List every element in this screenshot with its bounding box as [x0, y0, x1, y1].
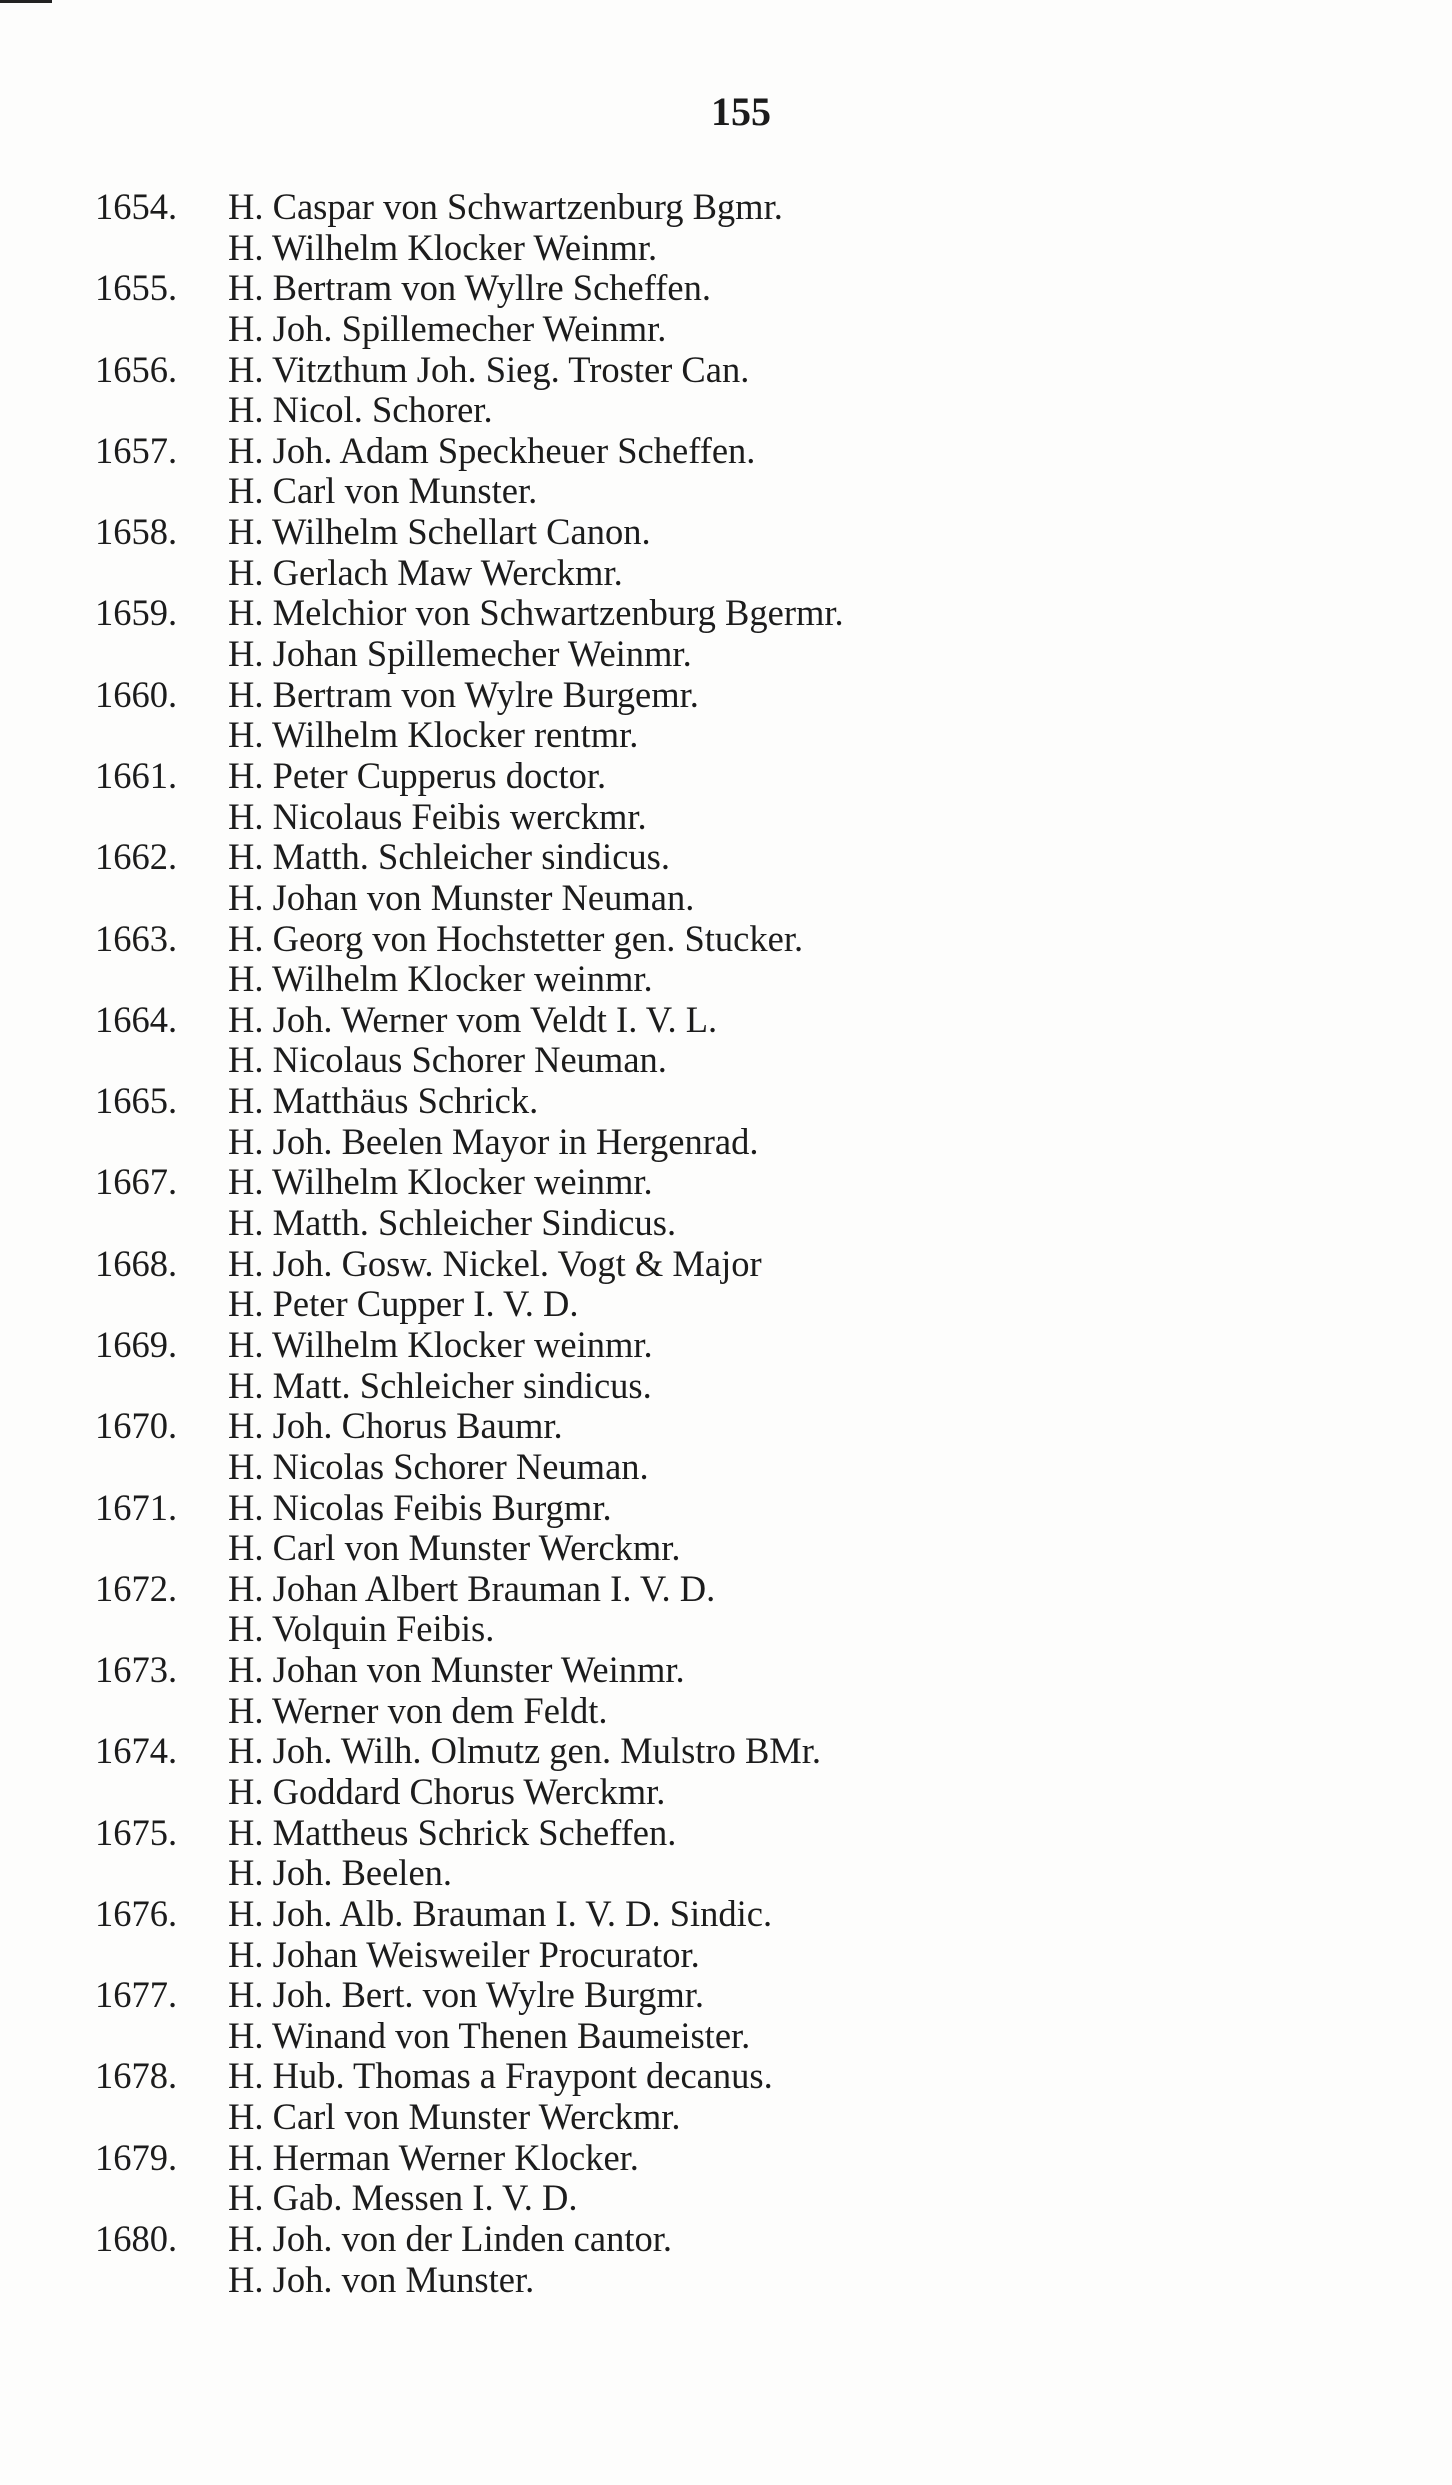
- entry-line: [95, 268, 1195, 309]
- entry-name: H. Carl von Munster Werckmr.: [228, 1527, 681, 1569]
- year-spacer: [95, 1447, 228, 1488]
- entry-list: [95, 187, 1195, 2300]
- entry-name: H. Winand von Thenen Baumeister.: [228, 2014, 751, 2056]
- entry-year: 1655.: [95, 267, 178, 309]
- entry-name: H. Gerlach Maw Werckmr.: [228, 551, 623, 593]
- entry-year: 1656.: [95, 348, 178, 390]
- entry-line: [95, 187, 1195, 228]
- entry-line: [95, 1366, 1195, 1407]
- year-spacer: [95, 634, 228, 675]
- entry-line: [95, 2260, 1195, 2301]
- entry-name: H. Joh. Adam Speckheuer Scheffen.: [228, 429, 756, 471]
- entry-line: [95, 919, 1195, 960]
- entry-line: [95, 715, 1195, 756]
- entry-year: 1672.: [95, 1567, 178, 1609]
- year-entry: [95, 593, 1195, 674]
- year-spacer: [95, 2016, 228, 2057]
- year-entry: [95, 756, 1195, 837]
- entry-name: H. Nicolaus Feibis werckmr.: [228, 795, 647, 837]
- entry-name: H. Georg von Hochstetter gen. Stucker.: [228, 917, 804, 959]
- entry-name: H. Vitzthum Joh. Sieg. Troster Can.: [228, 348, 750, 390]
- year-spacer: [95, 959, 228, 1000]
- entry-line: [95, 512, 1195, 553]
- entry-name: H. Goddard Chorus Werckmr.: [228, 1770, 666, 1812]
- year-spacer: [95, 1609, 228, 1650]
- year-entry: [95, 1894, 1195, 1975]
- entry-line: [95, 959, 1195, 1000]
- year-entry: [95, 675, 1195, 756]
- entry-name: H. Peter Cupper I. V. D.: [228, 1283, 579, 1325]
- entry-line: [95, 1406, 1195, 1447]
- entry-year: 1674.: [95, 1730, 178, 1772]
- entry-name: H. Johan Weisweiler Procurator.: [228, 1933, 700, 1975]
- year-spacer: [95, 1853, 228, 1894]
- year-entry: [95, 431, 1195, 512]
- entry-year: 1679.: [95, 2136, 178, 2178]
- year-entry: [95, 187, 1195, 268]
- entry-name: H. Mattheus Schrick Scheffen.: [228, 1811, 677, 1853]
- year-spacer: [95, 1122, 228, 1163]
- entry-line: [95, 2056, 1195, 2097]
- year-entry: [95, 1325, 1195, 1406]
- entry-line: [95, 228, 1195, 269]
- entry-name: H. Wilhelm Klocker weinmr.: [228, 1161, 653, 1203]
- year-entry: [95, 1000, 1195, 1081]
- entry-year: 1659.: [95, 592, 178, 634]
- entry-line: [95, 1975, 1195, 2016]
- year-spacer: [95, 1284, 228, 1325]
- year-spacer: [95, 2260, 228, 2301]
- entry-line: [95, 1488, 1195, 1529]
- entry-name: H. Joh. Bert. von Wylre Burgmr.: [228, 1974, 704, 2016]
- year-spacer: [95, 1203, 228, 1244]
- entry-name: H. Wilhelm Klocker rentmr.: [228, 714, 639, 756]
- entry-name: H. Werner von dem Feldt.: [228, 1689, 608, 1731]
- year-spacer: [95, 2178, 228, 2219]
- entry-year: 1661.: [95, 754, 178, 796]
- entry-line: [95, 1040, 1195, 1081]
- entry-line: [95, 1162, 1195, 1203]
- entry-year: 1660.: [95, 673, 178, 715]
- entry-line: [95, 593, 1195, 634]
- entry-line: [95, 1813, 1195, 1854]
- year-entry: [95, 837, 1195, 918]
- entry-year: 1678.: [95, 2055, 178, 2097]
- entry-name: H. Bertram von Wylre Burgemr.: [228, 673, 699, 715]
- entry-line: [95, 431, 1195, 472]
- entry-name: H. Joh. Beelen Mayor in Hergenrad.: [228, 1120, 759, 1162]
- entry-name: H. Wilhelm Klocker weinmr.: [228, 1323, 653, 1365]
- entry-line: [95, 1894, 1195, 1935]
- entry-line: [95, 2138, 1195, 2179]
- entry-name: H. Johan von Munster Neuman.: [228, 876, 695, 918]
- year-entry: [95, 1650, 1195, 1731]
- entry-name: H. Johan von Munster Weinmr.: [228, 1649, 685, 1691]
- entry-year: 1658.: [95, 511, 178, 553]
- entry-line: [95, 2219, 1195, 2260]
- year-entry: [95, 1162, 1195, 1243]
- entry-name: H. Joh. Alb. Brauman I. V. D. Sindic.: [228, 1892, 773, 1934]
- entry-line: [95, 756, 1195, 797]
- entry-line: [95, 1731, 1195, 1772]
- entry-year: 1670.: [95, 1405, 178, 1447]
- entry-name: H. Peter Cupperus doctor.: [228, 754, 607, 796]
- entry-year: 1673.: [95, 1649, 178, 1691]
- year-entry: [95, 1244, 1195, 1325]
- entry-name: H. Carl von Munster Werckmr.: [228, 2096, 681, 2138]
- entry-year: 1654.: [95, 186, 178, 227]
- entry-line: [95, 797, 1195, 838]
- entry-line: [95, 675, 1195, 716]
- entry-name: H. Herman Werner Klocker.: [228, 2136, 639, 2178]
- year-entry: [95, 2056, 1195, 2137]
- entry-year: 1677.: [95, 1974, 178, 2016]
- year-entry: [95, 1975, 1195, 2056]
- entry-line: [95, 1650, 1195, 1691]
- entry-name: H. Volquin Feibis.: [228, 1608, 495, 1650]
- entry-name: H. Nicol. Schorer.: [228, 389, 493, 431]
- entry-name: H. Matth. Schleicher sindicus.: [228, 836, 670, 878]
- entry-name: H. Johan Albert Brauman I. V. D.: [228, 1567, 716, 1609]
- year-spacer: [95, 1691, 228, 1732]
- year-spacer: [95, 228, 228, 269]
- entry-year: 1675.: [95, 1811, 178, 1853]
- entry-year: 1667.: [95, 1161, 178, 1203]
- entry-name: H. Nicolas Schorer Neuman.: [228, 1445, 649, 1487]
- year-spacer: [95, 797, 228, 838]
- entry-name: H. Johan Spillemecher Weinmr.: [228, 633, 692, 675]
- year-entry: [95, 2138, 1195, 2219]
- entry-name: H. Matth. Schleicher Sindicus.: [228, 1202, 677, 1244]
- entry-name: H. Wilhelm Klocker Weinmr.: [228, 226, 658, 268]
- entry-line: [95, 1853, 1195, 1894]
- entry-line: [95, 2178, 1195, 2219]
- entry-line: [95, 634, 1195, 675]
- entry-year: 1662.: [95, 836, 178, 878]
- entry-name: H. Melchior von Schwartzenburg Bgermr.: [228, 592, 844, 634]
- entry-line: [95, 1122, 1195, 1163]
- entry-name: H. Joh. von der Linden cantor.: [228, 2218, 672, 2260]
- entry-name: H. Joh. Gosw. Nickel. Vogt & Major: [228, 1242, 762, 1284]
- entry-name: H. Nicolas Feibis Burgmr.: [228, 1486, 612, 1528]
- entry-year: 1664.: [95, 998, 178, 1040]
- year-entry: [95, 1406, 1195, 1487]
- entry-year: 1668.: [95, 1242, 178, 1284]
- entry-line: [95, 1691, 1195, 1732]
- year-entry: [95, 1731, 1195, 1812]
- year-spacer: [95, 715, 228, 756]
- year-spacer: [95, 390, 228, 431]
- entry-line: [95, 1203, 1195, 1244]
- entry-name: H. Bertram von Wyllre Scheffen.: [228, 267, 711, 309]
- year-spacer: [95, 1528, 228, 1569]
- year-spacer: [95, 1366, 228, 1407]
- entry-line: [95, 390, 1195, 431]
- entry-year: 1671.: [95, 1486, 178, 1528]
- entry-name: H. Hub. Thomas a Fraypont decanus.: [228, 2055, 773, 2097]
- entry-name: H. Nicolaus Schorer Neuman.: [228, 1039, 667, 1081]
- entry-line: [95, 2097, 1195, 2138]
- year-spacer: [95, 1040, 228, 1081]
- entry-name: H. Joh. Wilh. Olmutz gen. Mulstro BMr.: [228, 1730, 822, 1772]
- entry-name: H. Joh. Werner vom Veldt I. V. L.: [228, 998, 718, 1040]
- year-entry: [95, 512, 1195, 593]
- entry-name: H. Caspar von Schwartzenburg Bgmr.: [228, 186, 783, 227]
- entry-line: [95, 1772, 1195, 1813]
- year-entry: [95, 1569, 1195, 1650]
- entry-name: H. Wilhelm Schellart Canon.: [228, 511, 651, 553]
- entry-name: H. Joh. Chorus Baumr.: [228, 1405, 563, 1447]
- entry-line: [95, 1569, 1195, 1610]
- entry-line: [95, 1935, 1195, 1976]
- entry-line: [95, 553, 1195, 594]
- top-rule: [0, 0, 52, 3]
- entry-name: H. Joh. von Munster.: [228, 2258, 535, 2300]
- year-entry: [95, 1081, 1195, 1162]
- entry-line: [95, 1528, 1195, 1569]
- year-entry: [95, 350, 1195, 431]
- year-spacer: [95, 878, 228, 919]
- entry-line: [95, 1081, 1195, 1122]
- entry-line: [95, 1000, 1195, 1041]
- entry-name: H. Matt. Schleicher sindicus.: [228, 1364, 652, 1406]
- year-spacer: [95, 2097, 228, 2138]
- entry-name: H. Matthäus Schrick.: [228, 1080, 539, 1122]
- entry-name: H. Joh. Spillemecher Weinmr.: [228, 307, 667, 349]
- entry-name: H. Wilhelm Klocker weinmr.: [228, 958, 653, 1000]
- year-spacer: [95, 553, 228, 594]
- entry-line: [95, 1325, 1195, 1366]
- year-entry: [95, 919, 1195, 1000]
- entry-line: [95, 2016, 1195, 2057]
- page-number: 155: [711, 89, 771, 134]
- entry-name: H. Gab. Messen I. V. D.: [228, 2177, 578, 2219]
- entry-line: [95, 350, 1195, 391]
- entry-year: 1676.: [95, 1892, 178, 1934]
- year-entry: [95, 2219, 1195, 2300]
- entry-line: [95, 471, 1195, 512]
- entry-line: [95, 1284, 1195, 1325]
- entry-year: 1663.: [95, 917, 178, 959]
- year-entry: [95, 1813, 1195, 1894]
- year-entry: [95, 1488, 1195, 1569]
- entry-line: [95, 1447, 1195, 1488]
- year-spacer: [95, 471, 228, 512]
- entry-name: H. Joh. Beelen.: [228, 1852, 453, 1894]
- entry-line: [95, 1609, 1195, 1650]
- entry-line: [95, 1244, 1195, 1285]
- year-spacer: [95, 309, 228, 350]
- entry-year: 1665.: [95, 1080, 178, 1122]
- entry-line: [95, 837, 1195, 878]
- year-spacer: [95, 1772, 228, 1813]
- entry-line: [95, 309, 1195, 350]
- entry-year: 1680.: [95, 2218, 178, 2260]
- entry-year: 1657.: [95, 429, 178, 471]
- year-entry: [95, 268, 1195, 349]
- entry-year: 1669.: [95, 1323, 178, 1365]
- year-spacer: [95, 1935, 228, 1976]
- entry-line: [95, 878, 1195, 919]
- entry-name: H. Carl von Munster.: [228, 470, 538, 512]
